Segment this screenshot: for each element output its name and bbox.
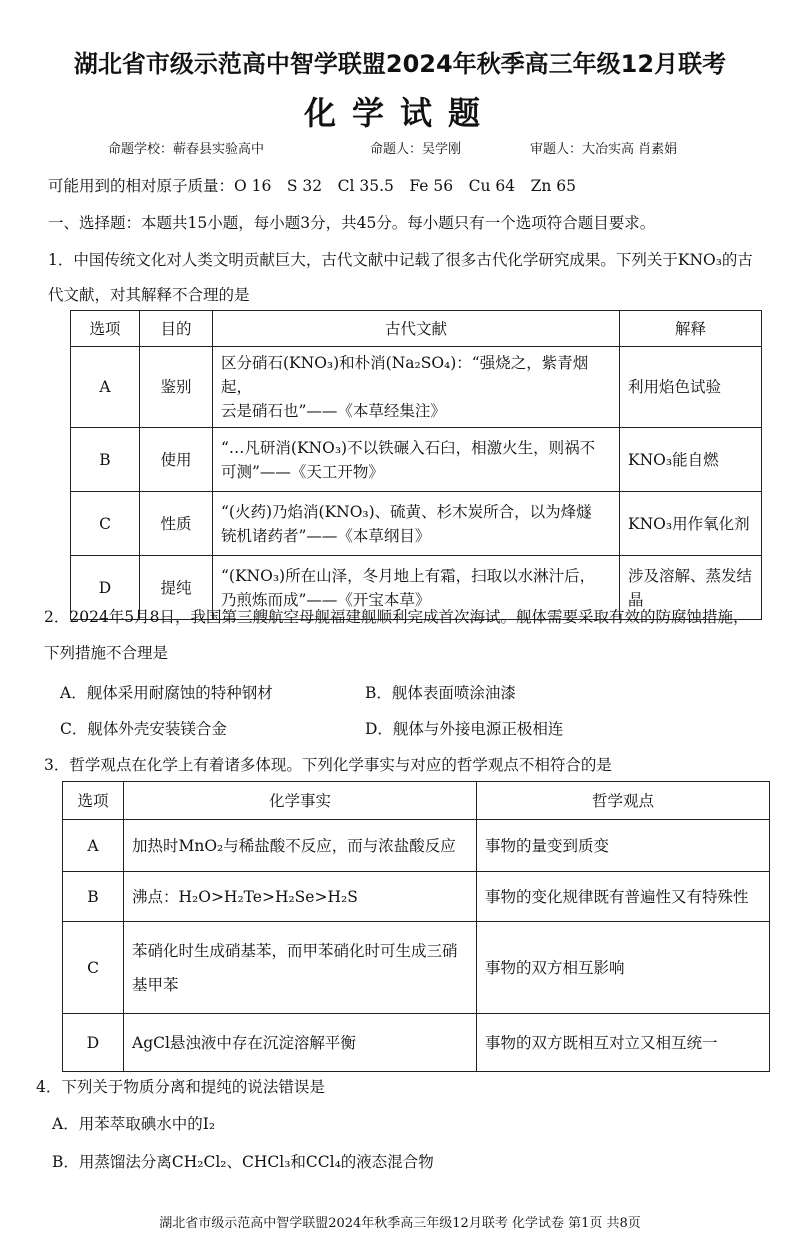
q3-row-fact-line2: 基甲苯	[132, 975, 179, 994]
q3-row-view: 事物的双方既相互对立又相互统一	[477, 1014, 770, 1072]
q1-row-text-line2: 云是硝石也”——《本草经集注》	[221, 402, 446, 420]
q3-row-option: D	[63, 1014, 124, 1072]
q1-row-option: C	[71, 492, 140, 556]
q2-option-a: A．舰体采用耐腐蚀的特种钢材	[60, 684, 273, 702]
q1-row-text-line2: 可测”——《天工开物》	[221, 462, 384, 481]
q1-row-text	[213, 347, 620, 428]
q3-row-fact: 沸点：H₂O>H₂Te>H₂Se>H₂S	[124, 872, 477, 922]
table-row	[63, 872, 770, 922]
q2-stem-line2: 下列措施不合理是	[44, 644, 169, 662]
q3-row-fact	[124, 922, 477, 1014]
q3-row-view: 事物的双方相互影响	[477, 922, 770, 1014]
q1-row-explain: KNO₃能自燃	[620, 428, 762, 492]
page-footer: 湖北省市级示范高中智学联盟2024年秋季高三年级12月联考 化学试卷 第1页 共8页	[159, 1216, 641, 1231]
section-heading: 一、选择题：本题共15小题，每小题3分，共45分。每小题只有一个选项符合题目要求。	[48, 214, 656, 232]
q1-row-option: D	[71, 556, 140, 620]
q1-row-text-line1: “(KNO₃)所在山泽，冬月地上有霜，扫取以水淋汁后，	[221, 566, 596, 585]
q1-row-purpose: 性质	[140, 492, 213, 556]
q3-row-view: 事物的量变到质变	[477, 820, 770, 872]
q3-header-fact: 化学事实	[124, 782, 477, 820]
q2-option-c: C．舰体外壳安装镁合金	[60, 720, 227, 738]
q3-table	[62, 781, 770, 1072]
q3-row-fact-line1: 苯硝化时生成硝基苯，而甲苯硝化时可生成三硝	[132, 941, 458, 960]
q3-header-option: 选项	[63, 782, 124, 820]
q1-row-option: A	[71, 347, 140, 428]
table-row	[71, 428, 762, 492]
q3-row-view: 事物的变化规律既有普遍性又有特殊性	[477, 872, 770, 922]
setter-name: 命题人：吴学刚	[370, 142, 462, 157]
q1-row-explain: KNO₃用作氧化剂	[620, 492, 762, 556]
table-row	[63, 820, 770, 872]
reviewer-name: 审题人：大冶实高 肖素娟	[530, 142, 678, 157]
q1-row-text-line1: 区分硝石(KNO₃)和朴消(Na₂SO₄)：“强烧之，紫青烟起，	[221, 354, 589, 396]
q3-header-view: 哲学观点	[477, 782, 770, 820]
table-row	[71, 492, 762, 556]
q1-row-text-line2: 铳机诸药者”——《本草纲目》	[221, 526, 431, 545]
q3-row-option: A	[63, 820, 124, 872]
table-row	[63, 922, 770, 1014]
q3-row-option: B	[63, 872, 124, 922]
q1-stem-line2: 代文献，对其解释不合理的是	[48, 286, 250, 304]
table-row	[63, 1014, 770, 1072]
q1-header-option: 选项	[71, 311, 140, 347]
q4-stem: 4．下列关于物质分离和提纯的说法错误是	[36, 1078, 325, 1096]
q1-header-text: 古代文献	[213, 311, 620, 347]
q1-row-purpose: 使用	[140, 428, 213, 492]
table-row	[71, 347, 762, 428]
q1-row-purpose: 提纯	[140, 556, 213, 620]
q1-header-row	[71, 311, 762, 347]
q3-row-fact: 加热时MnO₂与稀盐酸不反应，而与浓盐酸反应	[124, 820, 477, 872]
atomic-masses: 可能用到的相对原子质量：O 16 S 32 Cl 35.5 Fe 56 Cu 64 Zn 65	[48, 177, 577, 195]
q1-row-text-line1: “…凡研消(KNO₃)不以铁碾入石臼，相激火生，则祸不	[221, 438, 596, 457]
q1-row-explain: 利用焰色试验	[620, 347, 762, 428]
q1-header-purpose: 目的	[140, 311, 213, 347]
q1-row-explain: 涉及溶解、蒸发结晶	[620, 556, 762, 620]
q1-row-text-line1: “(火药)乃焰消(KNO₃)、硫黄、杉木炭所合，以为烽燧	[221, 502, 592, 521]
subject-title: 化学试题	[303, 94, 496, 132]
q1-row-text	[213, 492, 620, 556]
q1-row-option: B	[71, 428, 140, 492]
q2-option-b: B．舰体表面喷涂油漆	[365, 684, 516, 702]
q2-stem-line1: 2．2024年5月8日，我国第三艘航空母舰福建舰顺利完成首次海试。舰体需要采取有效的防腐蚀措施，	[44, 608, 749, 626]
q1-header-explain: 解释	[620, 311, 762, 347]
q3-stem: 3．哲学观点在化学上有着诸多体现。下列化学事实与对应的哲学观点不相符合的是	[44, 756, 612, 774]
q1-row-text	[213, 428, 620, 492]
q3-row-fact: AgCl悬浊液中存在沉淀溶解平衡	[124, 1014, 477, 1072]
q2-option-d: D．舰体与外接电源正极相连	[365, 720, 564, 738]
q1-row-purpose: 鉴别	[140, 347, 213, 428]
q4-option-a: A．用苯萃取碘水中的I₂	[52, 1115, 216, 1133]
q1-row-text-line2: 乃煎炼而成”——《开宝本草》	[221, 590, 431, 609]
q3-row-option: C	[63, 922, 124, 1014]
q3-header-row	[63, 782, 770, 820]
q1-table	[70, 310, 762, 620]
q1-stem-line1: 1．中国传统文化对人类文明贡献巨大，古代文献中记载了很多古代化学研究成果。下列关于KNO₃的古	[48, 251, 753, 269]
exam-title: 湖北省市级示范高中智学联盟2024年秋季高三年级12月联考	[73, 50, 727, 78]
q4-option-b: B．用蒸馏法分离CH₂Cl₂、CHCl₃和CCl₄的液态混合物	[52, 1153, 434, 1171]
setter-school: 命题学校：蕲春县实验高中	[108, 142, 265, 157]
